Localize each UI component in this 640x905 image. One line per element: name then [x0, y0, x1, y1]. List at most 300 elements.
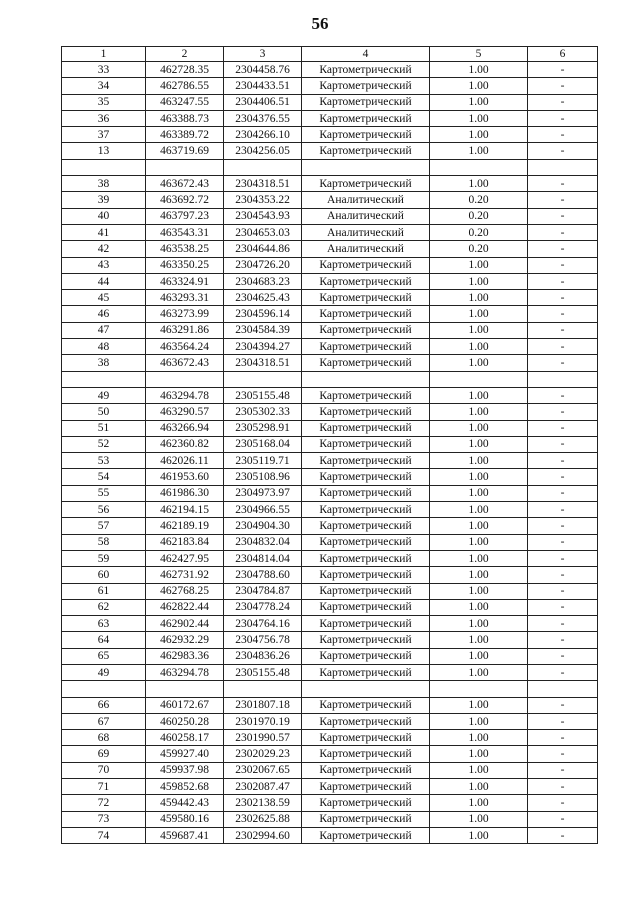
- note-cell: -: [528, 664, 598, 680]
- method-cell: Картометрический: [302, 453, 430, 469]
- accuracy-cell: 1.00: [430, 534, 528, 550]
- table-row: [62, 811, 598, 827]
- method-cell: Картометрический: [302, 78, 430, 94]
- note-cell: -: [528, 257, 598, 273]
- x-coordinate-cell: 463538.25: [146, 241, 224, 257]
- table-row: [62, 420, 598, 436]
- y-coordinate-cell: 2304973.97: [224, 485, 302, 501]
- method-cell: Картометрический: [302, 306, 430, 322]
- method-cell: Картометрический: [302, 746, 430, 762]
- table-row: [62, 453, 598, 469]
- accuracy-cell: 1.00: [430, 648, 528, 664]
- table-body: [62, 62, 598, 844]
- table-row: [62, 713, 598, 729]
- method-cell: Картометрический: [302, 62, 430, 78]
- accuracy-cell: 1.00: [430, 583, 528, 599]
- accuracy-cell: 1.00: [430, 110, 528, 126]
- y-coordinate-cell: 2302087.47: [224, 779, 302, 795]
- table-row: [62, 469, 598, 485]
- y-coordinate-cell: 2304832.04: [224, 534, 302, 550]
- x-coordinate-cell: 459687.41: [146, 827, 224, 843]
- table-row: [62, 502, 598, 518]
- y-coordinate-cell: 2304756.78: [224, 632, 302, 648]
- method-cell: Картометрический: [302, 697, 430, 713]
- method-cell: Картометрический: [302, 713, 430, 729]
- table-row: [62, 567, 598, 583]
- table-row: [62, 762, 598, 778]
- note-cell: -: [528, 322, 598, 338]
- accuracy-cell: 0.20: [430, 241, 528, 257]
- note-cell: -: [528, 534, 598, 550]
- point-number-cell: [62, 371, 146, 387]
- note-cell: -: [528, 567, 598, 583]
- point-number-cell: 13: [62, 143, 146, 159]
- accuracy-cell: 1.00: [430, 94, 528, 110]
- method-cell: Картометрический: [302, 762, 430, 778]
- point-number-cell: 55: [62, 485, 146, 501]
- point-number-cell: 58: [62, 534, 146, 550]
- y-coordinate-cell: 2304584.39: [224, 322, 302, 338]
- x-coordinate-cell: 461953.60: [146, 469, 224, 485]
- y-coordinate-cell: 2304904.30: [224, 518, 302, 534]
- accuracy-cell: 1.00: [430, 127, 528, 143]
- x-coordinate-cell: 459580.16: [146, 811, 224, 827]
- x-coordinate-cell: 463294.78: [146, 664, 224, 680]
- x-coordinate-cell: [146, 681, 224, 697]
- table-row: [62, 339, 598, 355]
- y-coordinate-cell: 2304353.22: [224, 192, 302, 208]
- accuracy-cell: 1.00: [430, 599, 528, 615]
- y-coordinate-cell: 2301990.57: [224, 730, 302, 746]
- point-number-cell: 56: [62, 502, 146, 518]
- accuracy-cell: 1.00: [430, 795, 528, 811]
- x-coordinate-cell: 463291.86: [146, 322, 224, 338]
- accuracy-cell: 1.00: [430, 306, 528, 322]
- y-coordinate-cell: 2304764.16: [224, 616, 302, 632]
- point-number-cell: 39: [62, 192, 146, 208]
- y-coordinate-cell: 2305155.48: [224, 387, 302, 403]
- accuracy-cell: [430, 681, 528, 697]
- y-coordinate-cell: 2305155.48: [224, 664, 302, 680]
- method-cell: Картометрический: [302, 664, 430, 680]
- accuracy-cell: 1.00: [430, 355, 528, 371]
- table-row: [62, 143, 598, 159]
- note-cell: -: [528, 453, 598, 469]
- note-cell: -: [528, 224, 598, 240]
- point-number-cell: 64: [62, 632, 146, 648]
- accuracy-cell: 1.00: [430, 567, 528, 583]
- note-cell: -: [528, 550, 598, 566]
- y-coordinate-cell: 2304784.87: [224, 583, 302, 599]
- table-row: [62, 485, 598, 501]
- y-coordinate-cell: 2305302.33: [224, 404, 302, 420]
- x-coordinate-cell: 462902.44: [146, 616, 224, 632]
- method-cell: Картометрический: [302, 94, 430, 110]
- note-cell: -: [528, 387, 598, 403]
- x-coordinate-cell: 460250.28: [146, 713, 224, 729]
- accuracy-cell: 1.00: [430, 404, 528, 420]
- x-coordinate-cell: 463672.43: [146, 176, 224, 192]
- y-coordinate-cell: 2304653.03: [224, 224, 302, 240]
- y-coordinate-cell: 2304644.86: [224, 241, 302, 257]
- point-number-cell: 68: [62, 730, 146, 746]
- accuracy-cell: 1.00: [430, 62, 528, 78]
- note-cell: -: [528, 143, 598, 159]
- x-coordinate-cell: 459937.98: [146, 762, 224, 778]
- note-cell: -: [528, 469, 598, 485]
- accuracy-cell: 1.00: [430, 779, 528, 795]
- coordinates-table: [61, 46, 598, 844]
- method-cell: Картометрический: [302, 273, 430, 289]
- accuracy-cell: 1.00: [430, 485, 528, 501]
- note-cell: -: [528, 730, 598, 746]
- column-header-accuracy: 5: [430, 47, 528, 62]
- method-cell: Картометрический: [302, 339, 430, 355]
- note-cell: -: [528, 127, 598, 143]
- x-coordinate-cell: 463294.78: [146, 387, 224, 403]
- point-number-cell: 51: [62, 420, 146, 436]
- point-number-cell: 36: [62, 110, 146, 126]
- y-coordinate-cell: [224, 159, 302, 175]
- x-coordinate-cell: 459927.40: [146, 746, 224, 762]
- method-cell: Картометрический: [302, 779, 430, 795]
- x-coordinate-cell: 463388.73: [146, 110, 224, 126]
- x-coordinate-cell: 462932.29: [146, 632, 224, 648]
- table-row: [62, 192, 598, 208]
- table-row: [62, 664, 598, 680]
- x-coordinate-cell: [146, 371, 224, 387]
- method-cell: Аналитический: [302, 208, 430, 224]
- note-cell: -: [528, 599, 598, 615]
- x-coordinate-cell: 460172.67: [146, 697, 224, 713]
- table-row: [62, 583, 598, 599]
- x-coordinate-cell: [146, 159, 224, 175]
- table-row: [62, 616, 598, 632]
- accuracy-cell: 1.00: [430, 697, 528, 713]
- table-row: [62, 355, 598, 371]
- point-number-cell: 43: [62, 257, 146, 273]
- column-header-point-number: 1: [62, 47, 146, 62]
- method-cell: Картометрический: [302, 485, 430, 501]
- y-coordinate-cell: 2305168.04: [224, 436, 302, 452]
- x-coordinate-cell: 462728.35: [146, 62, 224, 78]
- accuracy-cell: 1.00: [430, 78, 528, 94]
- accuracy-cell: 0.20: [430, 208, 528, 224]
- y-coordinate-cell: 2304376.55: [224, 110, 302, 126]
- table-row: [62, 550, 598, 566]
- table-row: [62, 697, 598, 713]
- y-coordinate-cell: 2304596.14: [224, 306, 302, 322]
- x-coordinate-cell: 463247.55: [146, 94, 224, 110]
- method-cell: Картометрический: [302, 420, 430, 436]
- y-coordinate-cell: [224, 371, 302, 387]
- accuracy-cell: 1.00: [430, 257, 528, 273]
- point-number-cell: 69: [62, 746, 146, 762]
- method-cell: Картометрический: [302, 290, 430, 306]
- note-cell: -: [528, 355, 598, 371]
- note-cell: -: [528, 273, 598, 289]
- point-number-cell: 73: [62, 811, 146, 827]
- y-coordinate-cell: 2304836.26: [224, 648, 302, 664]
- note-cell: -: [528, 290, 598, 306]
- point-number-cell: 66: [62, 697, 146, 713]
- method-cell: Картометрический: [302, 648, 430, 664]
- x-coordinate-cell: 463543.31: [146, 224, 224, 240]
- accuracy-cell: [430, 371, 528, 387]
- point-number-cell: 53: [62, 453, 146, 469]
- accuracy-cell: 1.00: [430, 453, 528, 469]
- x-coordinate-cell: 463564.24: [146, 339, 224, 355]
- method-cell: Аналитический: [302, 224, 430, 240]
- y-coordinate-cell: 2304966.55: [224, 502, 302, 518]
- method-cell: [302, 371, 430, 387]
- x-coordinate-cell: 463293.31: [146, 290, 224, 306]
- method-cell: Картометрический: [302, 730, 430, 746]
- method-cell: Картометрический: [302, 436, 430, 452]
- accuracy-cell: 1.00: [430, 387, 528, 403]
- x-coordinate-cell: 462194.15: [146, 502, 224, 518]
- accuracy-cell: 0.20: [430, 192, 528, 208]
- point-number-cell: 59: [62, 550, 146, 566]
- note-cell: -: [528, 94, 598, 110]
- note-cell: -: [528, 779, 598, 795]
- table-row: [62, 648, 598, 664]
- x-coordinate-cell: 462189.19: [146, 518, 224, 534]
- note-cell: -: [528, 192, 598, 208]
- accuracy-cell: 1.00: [430, 339, 528, 355]
- accuracy-cell: 1.00: [430, 469, 528, 485]
- method-cell: Картометрический: [302, 322, 430, 338]
- note-cell: -: [528, 241, 598, 257]
- point-number-cell: 50: [62, 404, 146, 420]
- method-cell: Картометрический: [302, 469, 430, 485]
- note-cell: -: [528, 616, 598, 632]
- table-row: [62, 78, 598, 94]
- point-number-cell: 42: [62, 241, 146, 257]
- accuracy-cell: 1.00: [430, 502, 528, 518]
- table-row: [62, 241, 598, 257]
- point-number-cell: 60: [62, 567, 146, 583]
- y-coordinate-cell: 2304406.51: [224, 94, 302, 110]
- point-number-cell: 48: [62, 339, 146, 355]
- method-cell: Картометрический: [302, 176, 430, 192]
- accuracy-cell: 1.00: [430, 713, 528, 729]
- point-number-cell: 47: [62, 322, 146, 338]
- x-coordinate-cell: 462983.36: [146, 648, 224, 664]
- y-coordinate-cell: 2304778.24: [224, 599, 302, 615]
- accuracy-cell: 1.00: [430, 518, 528, 534]
- note-cell: -: [528, 632, 598, 648]
- y-coordinate-cell: 2305298.91: [224, 420, 302, 436]
- method-cell: Картометрический: [302, 534, 430, 550]
- separator-row: [62, 371, 598, 387]
- method-cell: Картометрический: [302, 143, 430, 159]
- y-coordinate-cell: 2304266.10: [224, 127, 302, 143]
- y-coordinate-cell: 2304458.76: [224, 62, 302, 78]
- note-cell: -: [528, 208, 598, 224]
- note-cell: -: [528, 697, 598, 713]
- accuracy-cell: 1.00: [430, 762, 528, 778]
- y-coordinate-cell: 2302625.88: [224, 811, 302, 827]
- table-row: [62, 746, 598, 762]
- table-header-row: [62, 47, 598, 62]
- point-number-cell: 40: [62, 208, 146, 224]
- accuracy-cell: 1.00: [430, 322, 528, 338]
- note-cell: [528, 371, 598, 387]
- accuracy-cell: 1.00: [430, 827, 528, 843]
- method-cell: [302, 681, 430, 697]
- point-number-cell: 65: [62, 648, 146, 664]
- method-cell: Картометрический: [302, 550, 430, 566]
- method-cell: Аналитический: [302, 241, 430, 257]
- table-row: [62, 62, 598, 78]
- x-coordinate-cell: 463290.57: [146, 404, 224, 420]
- table-row: [62, 730, 598, 746]
- note-cell: -: [528, 795, 598, 811]
- page-number: 56: [311, 14, 329, 33]
- note-cell: -: [528, 746, 598, 762]
- note-cell: -: [528, 713, 598, 729]
- y-coordinate-cell: 2304394.27: [224, 339, 302, 355]
- method-cell: Картометрический: [302, 110, 430, 126]
- x-coordinate-cell: 463350.25: [146, 257, 224, 273]
- x-coordinate-cell: 462768.25: [146, 583, 224, 599]
- x-coordinate-cell: 461986.30: [146, 485, 224, 501]
- point-number-cell: 38: [62, 176, 146, 192]
- note-cell: [528, 681, 598, 697]
- note-cell: -: [528, 436, 598, 452]
- y-coordinate-cell: [224, 681, 302, 697]
- point-number-cell: 70: [62, 762, 146, 778]
- table-row: [62, 322, 598, 338]
- x-coordinate-cell: 462427.95: [146, 550, 224, 566]
- table-row: [62, 518, 598, 534]
- point-number-cell: [62, 681, 146, 697]
- note-cell: -: [528, 811, 598, 827]
- point-number-cell: 57: [62, 518, 146, 534]
- note-cell: -: [528, 62, 598, 78]
- note-cell: -: [528, 420, 598, 436]
- method-cell: Картометрический: [302, 567, 430, 583]
- point-number-cell: 49: [62, 387, 146, 403]
- x-coordinate-cell: 463672.43: [146, 355, 224, 371]
- note-cell: -: [528, 762, 598, 778]
- note-cell: -: [528, 176, 598, 192]
- method-cell: Картометрический: [302, 795, 430, 811]
- y-coordinate-cell: 2304788.60: [224, 567, 302, 583]
- accuracy-cell: 1.00: [430, 811, 528, 827]
- accuracy-cell: 0.20: [430, 224, 528, 240]
- column-header-method: 4: [302, 47, 430, 62]
- table-row: [62, 599, 598, 615]
- table-row: [62, 779, 598, 795]
- column-header-x: 2: [146, 47, 224, 62]
- note-cell: -: [528, 339, 598, 355]
- table-row: [62, 208, 598, 224]
- y-coordinate-cell: 2305108.96: [224, 469, 302, 485]
- y-coordinate-cell: 2302994.60: [224, 827, 302, 843]
- table-row: [62, 176, 598, 192]
- y-coordinate-cell: 2304256.05: [224, 143, 302, 159]
- table-row: [62, 273, 598, 289]
- point-number-cell: 63: [62, 616, 146, 632]
- table-row: [62, 110, 598, 126]
- note-cell: -: [528, 485, 598, 501]
- method-cell: [302, 159, 430, 175]
- y-coordinate-cell: 2304433.51: [224, 78, 302, 94]
- point-number-cell: 52: [62, 436, 146, 452]
- point-number-cell: 38: [62, 355, 146, 371]
- note-cell: -: [528, 583, 598, 599]
- point-number-cell: 34: [62, 78, 146, 94]
- table-row: [62, 224, 598, 240]
- point-number-cell: 37: [62, 127, 146, 143]
- method-cell: Аналитический: [302, 192, 430, 208]
- point-number-cell: 33: [62, 62, 146, 78]
- y-coordinate-cell: 2304543.93: [224, 208, 302, 224]
- method-cell: Картометрический: [302, 811, 430, 827]
- x-coordinate-cell: 462360.82: [146, 436, 224, 452]
- accuracy-cell: 1.00: [430, 436, 528, 452]
- method-cell: Картометрический: [302, 827, 430, 843]
- accuracy-cell: [430, 159, 528, 175]
- y-coordinate-cell: 2302067.65: [224, 762, 302, 778]
- table-row: [62, 306, 598, 322]
- note-cell: -: [528, 306, 598, 322]
- note-cell: -: [528, 518, 598, 534]
- note-cell: -: [528, 404, 598, 420]
- method-cell: Картометрический: [302, 599, 430, 615]
- y-coordinate-cell: 2301807.18: [224, 697, 302, 713]
- y-coordinate-cell: 2304318.51: [224, 355, 302, 371]
- note-cell: -: [528, 827, 598, 843]
- table-row: [62, 257, 598, 273]
- accuracy-cell: 1.00: [430, 290, 528, 306]
- accuracy-cell: 1.00: [430, 664, 528, 680]
- column-header-y: 3: [224, 47, 302, 62]
- method-cell: Картометрический: [302, 387, 430, 403]
- method-cell: Картометрический: [302, 616, 430, 632]
- method-cell: Картометрический: [302, 404, 430, 420]
- x-coordinate-cell: 462026.11: [146, 453, 224, 469]
- x-coordinate-cell: 463389.72: [146, 127, 224, 143]
- point-number-cell: 44: [62, 273, 146, 289]
- method-cell: Картометрический: [302, 583, 430, 599]
- x-coordinate-cell: 463719.69: [146, 143, 224, 159]
- y-coordinate-cell: 2305119.71: [224, 453, 302, 469]
- point-number-cell: 46: [62, 306, 146, 322]
- table-row: [62, 827, 598, 843]
- table-row: [62, 94, 598, 110]
- table-row: [62, 127, 598, 143]
- separator-row: [62, 681, 598, 697]
- y-coordinate-cell: 2304625.43: [224, 290, 302, 306]
- y-coordinate-cell: 2304814.04: [224, 550, 302, 566]
- note-cell: -: [528, 502, 598, 518]
- point-number-cell: 62: [62, 599, 146, 615]
- method-cell: Картометрический: [302, 502, 430, 518]
- method-cell: Картометрический: [302, 257, 430, 273]
- y-coordinate-cell: 2304683.23: [224, 273, 302, 289]
- x-coordinate-cell: 463692.72: [146, 192, 224, 208]
- x-coordinate-cell: 463273.99: [146, 306, 224, 322]
- y-coordinate-cell: 2301970.19: [224, 713, 302, 729]
- point-number-cell: [62, 159, 146, 175]
- accuracy-cell: 1.00: [430, 273, 528, 289]
- accuracy-cell: 1.00: [430, 730, 528, 746]
- accuracy-cell: 1.00: [430, 632, 528, 648]
- x-coordinate-cell: 462731.92: [146, 567, 224, 583]
